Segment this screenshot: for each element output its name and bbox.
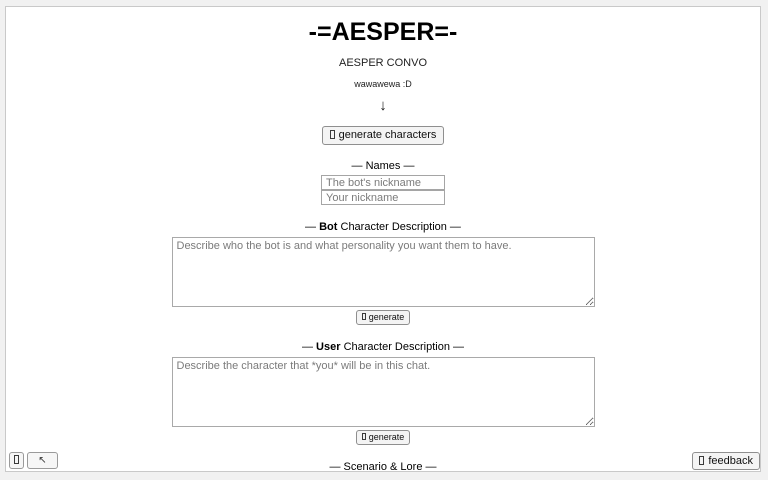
label-prefix: — bbox=[305, 221, 320, 234]
names-section-label: — Names — bbox=[351, 160, 415, 173]
generate-user-label: generate bbox=[368, 432, 405, 443]
page-subtitle: AESPER CONVO bbox=[338, 57, 428, 69]
generate-user-button[interactable] bbox=[356, 430, 411, 445]
bot-description-label bbox=[6, 221, 760, 233]
generate-characters-label: generate characters bbox=[338, 129, 437, 141]
user-description-textarea[interactable] bbox=[172, 357, 595, 427]
missing-glyph-icon bbox=[330, 130, 335, 139]
label-prefix: — bbox=[301, 341, 317, 354]
page-tagline: wawawewa :D bbox=[354, 79, 412, 89]
bot-nickname-input[interactable] bbox=[321, 175, 445, 190]
label-rest: Character Description — bbox=[337, 221, 461, 234]
user-description-section bbox=[6, 341, 760, 445]
user-nickname-input[interactable] bbox=[321, 190, 445, 205]
page-title: -=AESPER=- bbox=[308, 18, 458, 46]
missing-glyph-icon bbox=[362, 433, 366, 440]
generate-bot-button[interactable] bbox=[356, 310, 411, 325]
scenario-label: — Scenario & Lore — bbox=[329, 461, 437, 472]
bottom-left-controls bbox=[9, 452, 58, 469]
label-rest: Character Description — bbox=[340, 341, 465, 354]
scenario-section bbox=[6, 461, 760, 472]
label-bold: User bbox=[316, 341, 341, 354]
feedback-button[interactable] bbox=[692, 452, 760, 470]
scroll-to-top-button[interactable]: ↖ bbox=[27, 452, 58, 469]
missing-glyph-icon bbox=[699, 456, 704, 465]
generate-bot-label: generate bbox=[368, 312, 405, 323]
unknown-glyph-button[interactable] bbox=[9, 452, 24, 469]
feedback-label: feedback bbox=[708, 455, 753, 467]
bot-description-section bbox=[6, 221, 760, 325]
generate-characters-button[interactable] bbox=[322, 126, 445, 145]
user-description-label bbox=[6, 341, 760, 353]
label-bold: Bot bbox=[319, 221, 338, 234]
missing-glyph-icon bbox=[362, 313, 366, 320]
main-content bbox=[5, 6, 761, 472]
down-arrow-icon: ↓ bbox=[379, 97, 387, 114]
missing-glyph-icon bbox=[14, 455, 19, 464]
bot-description-textarea[interactable] bbox=[172, 237, 595, 307]
